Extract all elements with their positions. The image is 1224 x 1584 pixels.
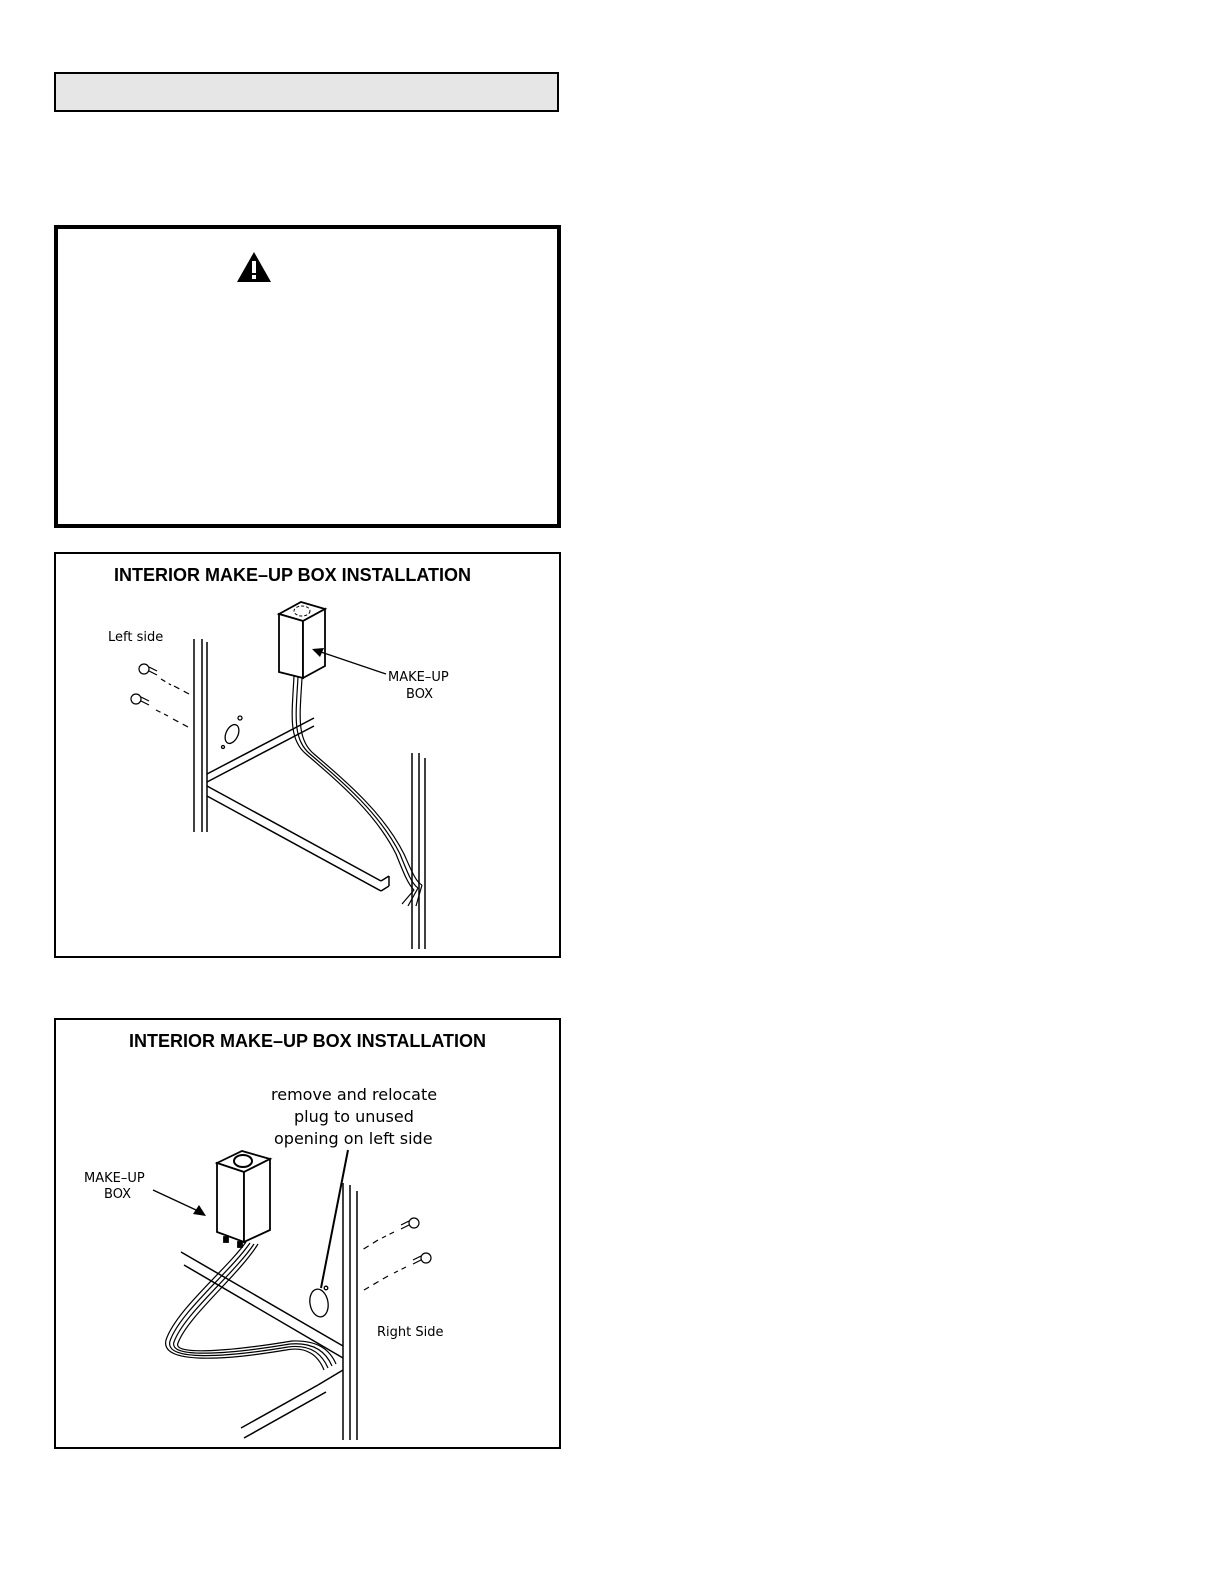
relocate-note-line2: plug to unused [294,1107,414,1126]
box-pointer-arrow [318,651,386,674]
arrow-head [193,1205,206,1216]
make-up-box-label-line1: MAKE–UP [84,1171,145,1186]
section-header-bar [54,72,559,112]
figure-left-side-installation [54,552,561,958]
figure-right-side-installation [54,1018,561,1449]
make-up-box-label-line2: BOX [104,1187,131,1202]
box-pointer-arrow [153,1190,196,1210]
wire-harness [292,676,422,906]
make-up-box-icon [217,1151,270,1247]
make-up-box-label-line1: MAKE–UP [388,670,449,685]
wall-opening [222,716,243,749]
warning-triangle-icon [236,251,272,283]
plug-icon [308,1286,331,1318]
right-panel [412,753,425,949]
make-up-box-label-line2: BOX [406,687,433,702]
left-side-label: Left side [108,630,164,645]
figure-title: INTERIOR MAKE–UP BOX INSTALLATION [113,565,471,585]
right-side-label: Right Side [377,1325,444,1340]
right-panel [343,1183,357,1440]
screw-icon [131,694,188,727]
relocate-note-line1: remove and relocate [271,1085,438,1104]
relocate-note-line3: opening on left side [274,1129,433,1148]
screw-icon [364,1253,431,1290]
left-panel [194,639,207,832]
make-up-box-icon [279,602,325,678]
right-side-diagram [56,1020,559,1447]
left-side-diagram [56,554,559,956]
screw-icon [362,1218,419,1250]
screw-icon [139,664,189,694]
plug-pointer-line [321,1150,348,1288]
figure-title: INTERIOR MAKE–UP BOX INSTALLATION [128,1031,486,1051]
warning-box [54,225,561,528]
